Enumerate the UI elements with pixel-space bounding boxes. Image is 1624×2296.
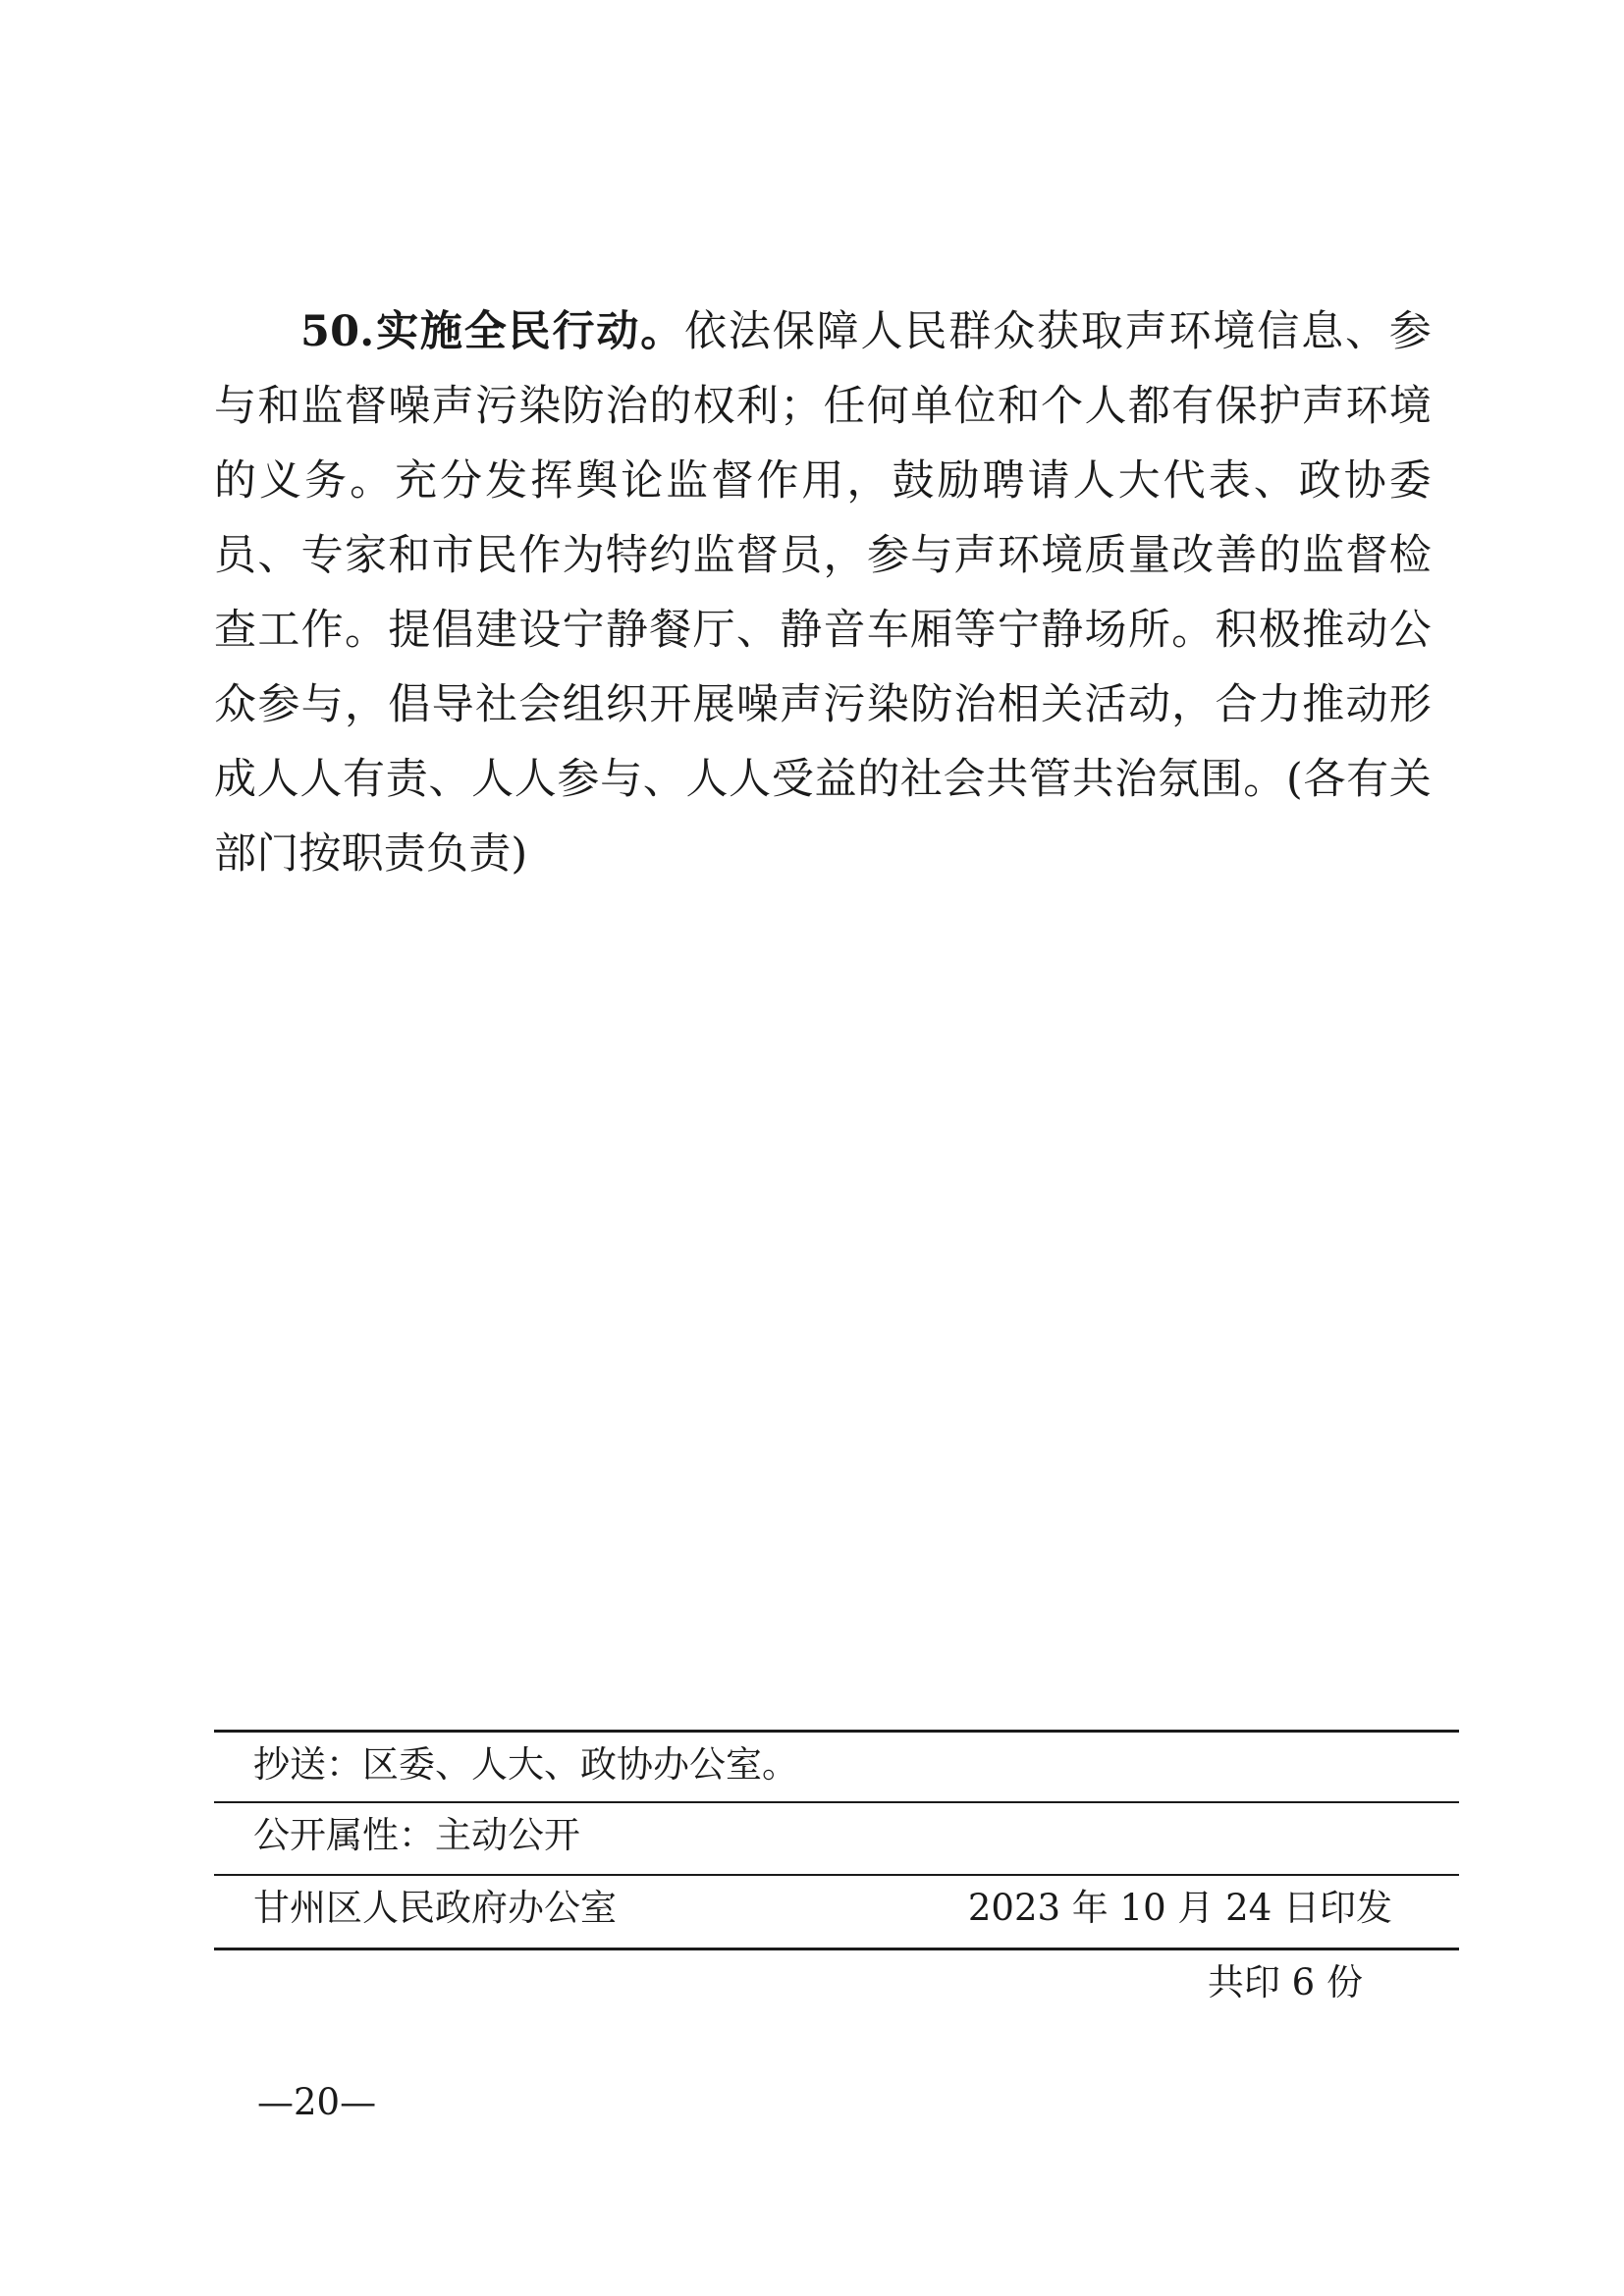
footer-divider-rule-2 — [214, 1874, 1459, 1876]
page-number: —20— — [257, 2081, 377, 2123]
footer-divider-rule — [214, 1801, 1459, 1803]
article-paragraph — [214, 294, 1432, 891]
article-heading: 50.实施全民行动。 — [300, 307, 685, 356]
cc-line: 抄送：区委、人大、政协办公室。 — [253, 1743, 798, 1786]
issue-date: 2023 年 10 月 24 日印发 — [967, 1887, 1392, 1929]
footer-bottom-rule — [214, 1948, 1459, 1950]
article-body: 依法保障人民群众获取声环境信息、参与和监督噪声污染防治的权利；任何单位和个人都有保护声环境的义务。充分发挥舆论监督作用，鼓励聘请人大代表、政协委员、专家和市民作为特约监督员，参与声环境质量改善的监督检查工作。提倡建设宁静餐厅、静音车厢等宁静场所。积极推动公众参与，倡导社会组织开展噪声污染防治相关活动，合力推动形成人人有责、人人参与、人人受益的社会共管共治氛围。(各有关部门按职责负责) — [214, 307, 1432, 879]
issuer-name: 甘州区人民政府办公室 — [253, 1887, 617, 1929]
disclosure-line: 公开属性：主动公开 — [253, 1814, 580, 1856]
footer-top-rule — [214, 1730, 1459, 1733]
copies-count: 共印 6 份 — [1207, 1961, 1363, 2003]
